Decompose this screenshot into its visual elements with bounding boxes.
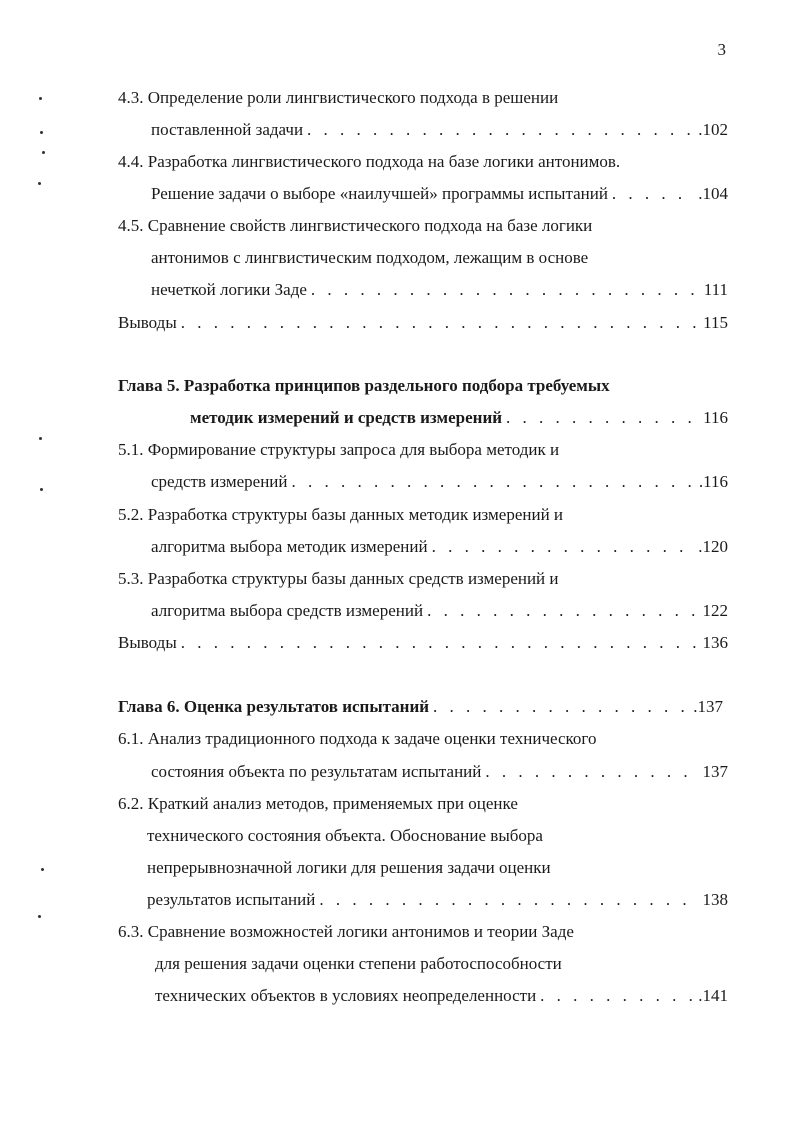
toc-entry-5-2-last <box>151 535 728 559</box>
toc-page-ref: 115 <box>703 313 728 332</box>
toc-entry-4-3 <box>118 86 718 110</box>
toc-page-ref: 136 <box>702 633 728 652</box>
toc-line: непрерывнозначной логики для решения задачи оценки <box>147 858 551 877</box>
toc-page-ref: .137 <box>693 697 723 716</box>
dot-leader <box>427 599 698 623</box>
toc-entry-5-1 <box>118 438 718 462</box>
toc-line: алгоритма выбора средств измерений <box>151 601 424 620</box>
toc-entry-conclusions-4 <box>118 311 728 335</box>
scan-speck <box>40 131 43 134</box>
toc-entry-6-1 <box>118 727 718 751</box>
toc-line: Выводы <box>118 313 177 332</box>
toc-entry-6-3-cont <box>155 952 728 976</box>
toc-line: результатов испытаний <box>147 890 316 909</box>
toc-line: 6.1. Анализ традиционного подхода к задаче оценки технического <box>118 729 597 748</box>
toc-entry-6-2-cont <box>147 824 728 848</box>
toc-chapter-5-last <box>190 406 728 430</box>
toc-page-ref: 138 <box>702 890 728 909</box>
toc-entry-4-4 <box>118 150 718 174</box>
toc-line: 4.5. Сравнение свойств лингвистического подхода на базе логики <box>118 216 593 235</box>
toc-chapter-5 <box>118 374 718 398</box>
dot-leader <box>311 278 700 302</box>
toc-line: технических объектов в условиях неопределенности <box>155 986 537 1005</box>
toc-line: 5.3. Разработка структуры базы данных средств измерений и <box>118 569 559 588</box>
toc-line: поставленной задачи <box>151 120 304 139</box>
toc-line: 4.3. Определение роли лингвистического подхода в решении <box>118 88 559 107</box>
toc-entry-4-5-last <box>151 278 728 302</box>
toc-entry-6-3-last <box>155 984 728 1008</box>
toc-entry-4-5 <box>118 214 718 238</box>
dot-leader <box>485 760 698 784</box>
toc-line: состояния объекта по результатам испытаний <box>151 762 482 781</box>
toc-entry-5-3 <box>118 567 718 591</box>
toc-entry-4-3-last <box>151 118 728 142</box>
scan-speck <box>38 182 41 185</box>
toc-page-ref: .141 <box>698 986 728 1005</box>
toc-entry-6-2-cont <box>147 856 728 880</box>
scan-speck <box>41 868 44 871</box>
dot-leader <box>319 888 698 912</box>
dot-leader <box>432 535 695 559</box>
toc-line: 4.4. Разработка лингвистического подхода на базе логики антонимов. <box>118 152 621 171</box>
toc-entry-6-3 <box>118 920 718 944</box>
toc-line: средств измерений <box>151 472 288 491</box>
scan-speck <box>40 488 43 491</box>
page-number: 3 <box>717 40 726 59</box>
dot-leader <box>433 695 689 719</box>
toc-entry-6-2 <box>118 792 718 816</box>
scan-speck <box>39 97 42 100</box>
toc-line: для решения задачи оценки степени работоспособности <box>155 954 562 973</box>
toc-page-ref: .102 <box>698 120 728 139</box>
dot-leader <box>291 470 694 494</box>
toc-page-ref: 122 <box>702 601 728 620</box>
dot-leader <box>506 406 699 430</box>
dot-leader <box>307 118 694 142</box>
toc-page-ref: .120 <box>698 537 728 556</box>
toc-line: алгоритма выбора методик измерений <box>151 537 428 556</box>
toc-line: Решение задачи о выборе «наилучшей» программы испытаний <box>151 184 608 203</box>
dot-leader <box>540 984 694 1008</box>
dot-leader <box>181 631 699 655</box>
scan-speck <box>42 151 45 154</box>
toc-entry-6-1-last <box>151 760 728 784</box>
toc-line: Глава 5. Разработка принципов раздельного подбора требуемых <box>118 376 610 395</box>
toc-line: Глава 6. Оценка результатов испытаний <box>118 697 430 716</box>
toc-line: нечеткой логики Заде <box>151 280 307 299</box>
toc-line: 5.1. Формирование структуры запроса для выбора методик и <box>118 440 560 459</box>
toc-line: методик измерений и средств измерений <box>190 408 503 427</box>
toc-line: 6.2. Краткий анализ методов, применяемых при оценке <box>118 794 518 813</box>
toc-entry-6-2-last <box>147 888 728 912</box>
toc-page-ref: .116 <box>698 472 728 491</box>
dot-leader <box>181 311 699 335</box>
toc-entry-5-3-last <box>151 599 728 623</box>
toc-entry-4-4-last <box>151 182 728 206</box>
toc-chapter-6 <box>118 695 723 719</box>
toc-page-ref: 116 <box>703 408 728 427</box>
dot-leader <box>612 182 694 206</box>
toc-page-ref: .104 <box>698 184 728 203</box>
toc-entry-conclusions-5 <box>118 631 728 655</box>
toc-entry-5-2 <box>118 503 718 527</box>
toc-entry-5-1-last <box>151 470 728 494</box>
scan-speck <box>38 915 41 918</box>
toc-line: 6.3. Сравнение возможностей логики антонимов и теории Заде <box>118 922 574 941</box>
toc-line: антонимов с лингвистическим подходом, лежащим в основе <box>151 248 589 267</box>
toc-entry-4-5-cont <box>151 246 728 270</box>
scan-speck <box>39 437 42 440</box>
toc-page-ref: 111 <box>703 280 728 299</box>
toc-line: 5.2. Разработка структуры базы данных методик измерений и <box>118 505 564 524</box>
toc-line: Выводы <box>118 633 177 652</box>
toc-line: технического состояния объекта. Обоснование выбора <box>147 826 543 845</box>
toc-page-ref: 137 <box>702 762 728 781</box>
